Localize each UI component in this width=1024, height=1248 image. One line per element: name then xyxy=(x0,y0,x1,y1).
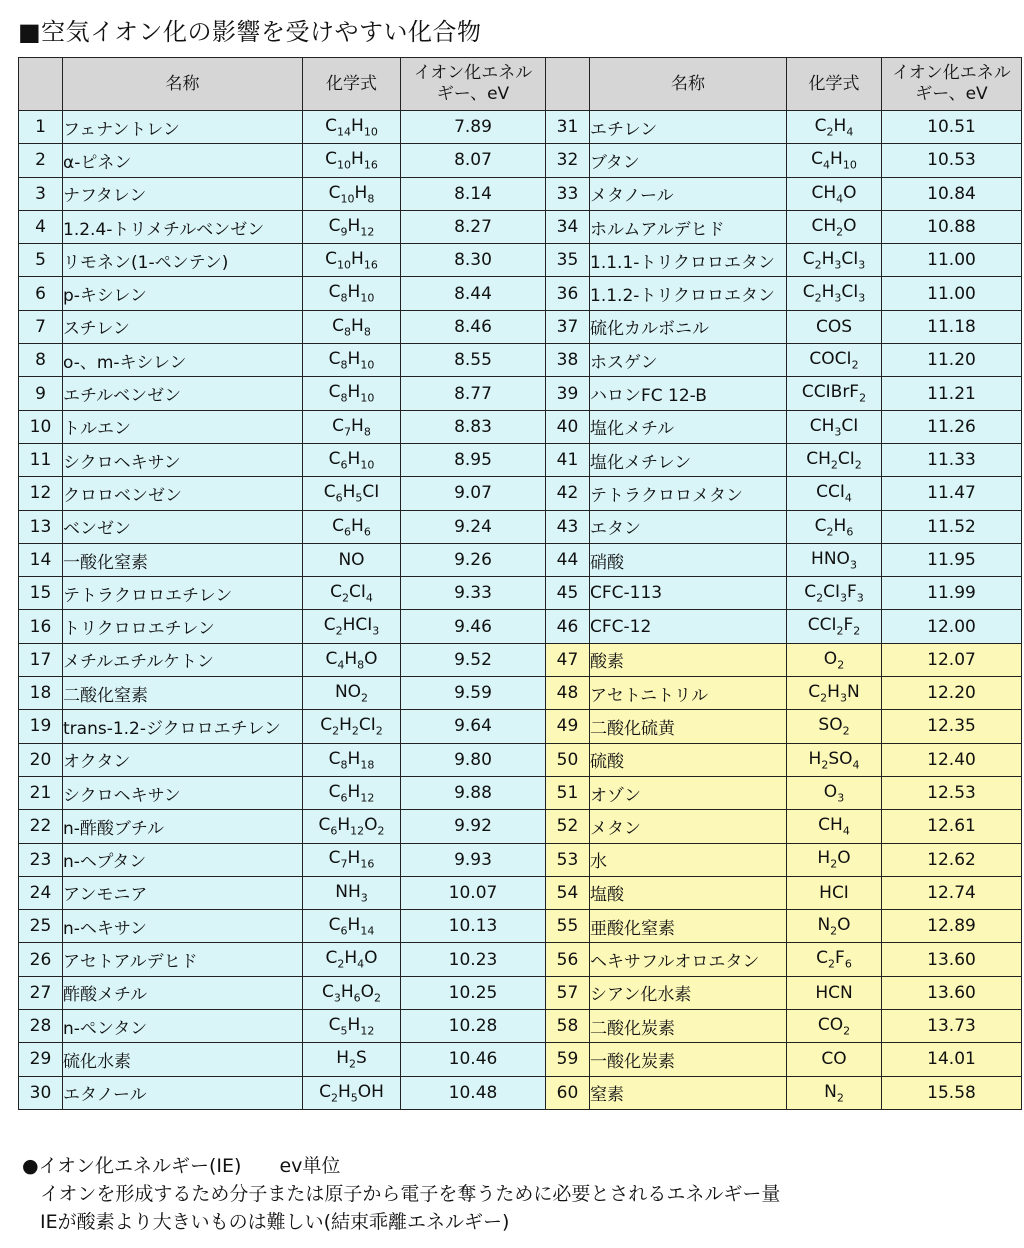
table-row xyxy=(19,510,1022,543)
compound-name: メタノール xyxy=(590,177,787,210)
row-number: 57 xyxy=(546,976,590,1009)
header-ev: イオン化エネル ギー、eV xyxy=(882,58,1022,111)
chemical-formula: $C_8H_{10}$ xyxy=(303,377,401,410)
row-number: 35 xyxy=(546,244,590,277)
compound-name: 酢酸メチル xyxy=(63,976,303,1009)
header-row xyxy=(19,58,1022,111)
table-row xyxy=(19,244,1022,277)
note-definition: イオンを形成するため分子または原子から電子を奪うために必要とされるエネルギー量 xyxy=(40,1183,781,1205)
row-number: 8 xyxy=(19,344,63,377)
compound-name: ブタン xyxy=(590,144,787,177)
ionization-energy: 12.35 xyxy=(882,710,1022,743)
chemical-formula: $NO_2$ xyxy=(303,677,401,710)
chemical-formula: $HNO_3$ xyxy=(787,543,882,576)
ionization-energy: 9.64 xyxy=(401,710,546,743)
chemical-formula: NO xyxy=(303,543,401,576)
compound-name: シクロヘキサン xyxy=(63,443,303,476)
row-number: 37 xyxy=(546,310,590,343)
ionization-energy: 15.58 xyxy=(882,1076,1022,1109)
row-number: 29 xyxy=(19,1043,63,1076)
table-row xyxy=(19,677,1022,710)
chemical-formula: $N_2$ xyxy=(787,1076,882,1109)
chemical-formula: $C_7H_{16}$ xyxy=(303,843,401,876)
ionization-energy: 9.52 xyxy=(401,643,546,676)
compound-name: 1.2.4-トリメチルベンゼン xyxy=(63,210,303,243)
chemical-formula: $C_2HCI_3$ xyxy=(303,610,401,643)
compound-name: 塩酸 xyxy=(590,876,787,909)
row-number: 23 xyxy=(19,843,63,876)
compound-name: trans-1.2-ジクロロエチレン xyxy=(63,710,303,743)
compound-name: メタン xyxy=(590,810,787,843)
compound-name: テトラクロロエチレン xyxy=(63,577,303,610)
ionization-energy: 10.84 xyxy=(882,177,1022,210)
chemical-formula: $C_6H_5CI$ xyxy=(303,477,401,510)
chemical-formula: $H_2S$ xyxy=(303,1043,401,1076)
ionization-energy: 12.53 xyxy=(882,776,1022,809)
compound-name: エチレン xyxy=(590,111,787,144)
row-number: 15 xyxy=(19,577,63,610)
chemical-formula: $C_2F_6$ xyxy=(787,943,882,976)
table-row xyxy=(19,177,1022,210)
ionization-energy: 12.74 xyxy=(882,876,1022,909)
row-number: 55 xyxy=(546,910,590,943)
compound-name: ホスゲン xyxy=(590,344,787,377)
compound-name: エタノール xyxy=(63,1076,303,1109)
chemical-formula: $C_9H_{12}$ xyxy=(303,210,401,243)
compound-name: ナフタレン xyxy=(63,177,303,210)
compound-name: n-ヘキサン xyxy=(63,910,303,943)
chemical-formula: $C_2H_3N$ xyxy=(787,677,882,710)
chemical-formula: $O_3$ xyxy=(787,776,882,809)
row-number: 19 xyxy=(19,710,63,743)
compound-name: ベンゼン xyxy=(63,510,303,543)
table-row xyxy=(19,377,1022,410)
chemical-formula: $CH_4O$ xyxy=(787,177,882,210)
row-number: 3 xyxy=(19,177,63,210)
header-name: 名称 xyxy=(63,58,303,111)
row-number: 54 xyxy=(546,876,590,909)
ionization-energy: 8.55 xyxy=(401,344,546,377)
row-number: 53 xyxy=(546,843,590,876)
chemical-formula: $H_2O$ xyxy=(787,843,882,876)
row-number: 60 xyxy=(546,1076,590,1109)
row-number: 41 xyxy=(546,443,590,476)
compound-name: 二酸化硫黄 xyxy=(590,710,787,743)
chemical-formula: $C_6H_{12}$ xyxy=(303,776,401,809)
notes xyxy=(22,1152,780,1236)
chemical-formula: $C_8H_{10}$ xyxy=(303,277,401,310)
ionization-energy: 13.73 xyxy=(882,1010,1022,1043)
ionization-energy: 10.53 xyxy=(882,144,1022,177)
chemical-formula: $CH_2O$ xyxy=(787,210,882,243)
ionization-energy: 11.18 xyxy=(882,310,1022,343)
header-formula: 化学式 xyxy=(303,58,401,111)
compound-name: 一酸化炭素 xyxy=(590,1043,787,1076)
chemical-formula: $COCI_2$ xyxy=(787,344,882,377)
row-number: 11 xyxy=(19,443,63,476)
compound-name: CFC-12 xyxy=(590,610,787,643)
chemical-formula: $C_3H_6O_2$ xyxy=(303,976,401,1009)
row-number: 58 xyxy=(546,1010,590,1043)
ionization-energy: 11.33 xyxy=(882,443,1022,476)
row-number: 38 xyxy=(546,344,590,377)
row-number: 34 xyxy=(546,210,590,243)
row-number: 4 xyxy=(19,210,63,243)
ionization-energy: 10.46 xyxy=(401,1043,546,1076)
ionization-energy: 11.99 xyxy=(882,577,1022,610)
row-number: 21 xyxy=(19,776,63,809)
chemical-formula: $C_2H_4$ xyxy=(787,111,882,144)
chemical-formula: $C_2H_4O$ xyxy=(303,943,401,976)
table-row xyxy=(19,610,1022,643)
ionization-energy: 9.80 xyxy=(401,743,546,776)
table-row xyxy=(19,277,1022,310)
table-row xyxy=(19,543,1022,576)
row-number: 6 xyxy=(19,277,63,310)
compound-name: スチレン xyxy=(63,310,303,343)
ionization-energy: 12.61 xyxy=(882,810,1022,843)
compound-name: エタン xyxy=(590,510,787,543)
ionization-energy: 10.88 xyxy=(882,210,1022,243)
chemical-formula: $C_4H_{10}$ xyxy=(787,144,882,177)
compound-name: ヘキサフルオロエタン xyxy=(590,943,787,976)
ionization-energy: 10.13 xyxy=(401,910,546,943)
table-row xyxy=(19,943,1022,976)
compound-name: 塩化メチル xyxy=(590,410,787,443)
row-number: 13 xyxy=(19,510,63,543)
ionization-energy: 11.52 xyxy=(882,510,1022,543)
ionization-energy: 8.14 xyxy=(401,177,546,210)
ionization-energy: 8.07 xyxy=(401,144,546,177)
ionization-energy: 12.40 xyxy=(882,743,1022,776)
compound-name: オゾン xyxy=(590,776,787,809)
ionization-energy: 11.00 xyxy=(882,244,1022,277)
chemical-formula: $C_{14}H_{10}$ xyxy=(303,111,401,144)
ionization-energy: 11.47 xyxy=(882,477,1022,510)
page-title: ■空気イオン化の影響を受けやすい化合物 xyxy=(18,18,482,46)
table-row xyxy=(19,144,1022,177)
chemical-formula: $NH_3$ xyxy=(303,876,401,909)
row-number: 39 xyxy=(546,377,590,410)
compound-name: 二酸化窒素 xyxy=(63,677,303,710)
table-row xyxy=(19,1010,1022,1043)
ionization-energy: 11.26 xyxy=(882,410,1022,443)
chemical-formula: $N_2O$ xyxy=(787,910,882,943)
ionization-energy: 13.60 xyxy=(882,976,1022,1009)
ionization-energy: 10.07 xyxy=(401,876,546,909)
chemical-formula: $C_6H_{14}$ xyxy=(303,910,401,943)
ionization-energy: 9.33 xyxy=(401,577,546,610)
ionization-energy: 12.07 xyxy=(882,643,1022,676)
note-title: ●イオン化エネルギー(IE) ev単位 xyxy=(22,1155,341,1177)
row-number: 56 xyxy=(546,943,590,976)
compound-name: テトラクロロメタン xyxy=(590,477,787,510)
compound-name: 硝酸 xyxy=(590,543,787,576)
row-number: 22 xyxy=(19,810,63,843)
ionization-energy: 11.00 xyxy=(882,277,1022,310)
chemical-formula: $O_2$ xyxy=(787,643,882,676)
ionization-energy: 8.83 xyxy=(401,410,546,443)
compound-name: 亜酸化窒素 xyxy=(590,910,787,943)
row-number: 49 xyxy=(546,710,590,743)
row-number: 27 xyxy=(19,976,63,1009)
chemical-formula: $C_7H_8$ xyxy=(303,410,401,443)
row-number: 28 xyxy=(19,1010,63,1043)
compound-name: アセトアルデヒド xyxy=(63,943,303,976)
compound-name: p-キシレン xyxy=(63,277,303,310)
chemical-formula: $SO_2$ xyxy=(787,710,882,743)
compound-name: フェナントレン xyxy=(63,111,303,144)
compound-name: メチルエチルケトン xyxy=(63,643,303,676)
ionization-energy: 9.59 xyxy=(401,677,546,710)
compound-name: 塩化メチレン xyxy=(590,443,787,476)
row-number: 46 xyxy=(546,610,590,643)
compound-name: エチルベンゼン xyxy=(63,377,303,410)
ionization-energy: 13.60 xyxy=(882,943,1022,976)
chemical-formula: HCN xyxy=(787,976,882,1009)
row-number: 25 xyxy=(19,910,63,943)
table-row xyxy=(19,910,1022,943)
compound-name: o-、m-キシレン xyxy=(63,344,303,377)
table-row xyxy=(19,210,1022,243)
compound-name: ホルムアルデヒド xyxy=(590,210,787,243)
ionization-energy: 8.77 xyxy=(401,377,546,410)
ionization-energy: 8.44 xyxy=(401,277,546,310)
chemical-formula: HCI xyxy=(787,876,882,909)
table-row xyxy=(19,443,1022,476)
ionization-energy: 9.07 xyxy=(401,477,546,510)
row-number: 7 xyxy=(19,310,63,343)
compound-name: 二酸化炭素 xyxy=(590,1010,787,1043)
table-row xyxy=(19,344,1022,377)
chemical-formula: $C_2H_3CI_3$ xyxy=(787,277,882,310)
chemical-formula: $C_{10}H_{16}$ xyxy=(303,244,401,277)
row-number: 10 xyxy=(19,410,63,443)
compound-name: リモネン(1-ペンテン) xyxy=(63,244,303,277)
ionization-energy: 11.95 xyxy=(882,543,1022,576)
chemical-formula: $C_2CI_4$ xyxy=(303,577,401,610)
chemical-formula: COS xyxy=(787,310,882,343)
row-number: 59 xyxy=(546,1043,590,1076)
ionization-energy: 10.28 xyxy=(401,1010,546,1043)
ionization-energy: 9.88 xyxy=(401,776,546,809)
table-row xyxy=(19,876,1022,909)
row-number: 48 xyxy=(546,677,590,710)
table-row xyxy=(19,111,1022,144)
chemical-formula: $C_2H_5OH$ xyxy=(303,1076,401,1109)
compound-name: CFC-113 xyxy=(590,577,787,610)
chemical-formula: $C_8H_8$ xyxy=(303,310,401,343)
row-number: 33 xyxy=(546,177,590,210)
chemical-formula: $C_8H_{10}$ xyxy=(303,344,401,377)
row-number: 32 xyxy=(546,144,590,177)
compound-name: 1.1.1-トリクロロエタン xyxy=(590,244,787,277)
compound-name: n-酢酸ブチル xyxy=(63,810,303,843)
table-row xyxy=(19,976,1022,1009)
ionization-energy: 12.89 xyxy=(882,910,1022,943)
table-row xyxy=(19,1076,1022,1109)
chemical-formula: CCIBrF$_2$ xyxy=(787,377,882,410)
row-number: 31 xyxy=(546,111,590,144)
chemical-formula: $C_6H_{12}O_2$ xyxy=(303,810,401,843)
ionization-energy: 12.20 xyxy=(882,677,1022,710)
compound-name: 硫化水素 xyxy=(63,1043,303,1076)
ionization-energy: 10.51 xyxy=(882,111,1022,144)
row-number: 43 xyxy=(546,510,590,543)
ionization-energy: 11.20 xyxy=(882,344,1022,377)
chemical-formula: $C_6H_6$ xyxy=(303,510,401,543)
ionization-energy: 9.93 xyxy=(401,843,546,876)
row-number: 47 xyxy=(546,643,590,676)
row-number: 44 xyxy=(546,543,590,576)
ionization-energy: 9.46 xyxy=(401,610,546,643)
compound-name: 水 xyxy=(590,843,787,876)
compound-name: トルエン xyxy=(63,410,303,443)
chemical-formula: $C_{10}H_{16}$ xyxy=(303,144,401,177)
ionization-energy: 9.92 xyxy=(401,810,546,843)
row-number: 30 xyxy=(19,1076,63,1109)
row-number: 14 xyxy=(19,543,63,576)
compound-name: n-ペンタン xyxy=(63,1010,303,1043)
row-number: 40 xyxy=(546,410,590,443)
chemical-formula: $H_2SO_4$ xyxy=(787,743,882,776)
header-num xyxy=(19,58,63,111)
compound-name: ハロンFC 12-B xyxy=(590,377,787,410)
table-row xyxy=(19,776,1022,809)
chemical-formula: $C_2H_3CI_3$ xyxy=(787,244,882,277)
row-number: 17 xyxy=(19,643,63,676)
compound-name: シクロヘキサン xyxy=(63,776,303,809)
ionization-energy-table xyxy=(18,57,1022,1110)
table-row xyxy=(19,643,1022,676)
compound-name: オクタン xyxy=(63,743,303,776)
ionization-energy: 7.89 xyxy=(401,111,546,144)
compound-name: 一酸化窒素 xyxy=(63,543,303,576)
chemical-formula: $C_8H_{18}$ xyxy=(303,743,401,776)
row-number: 52 xyxy=(546,810,590,843)
compound-name: 窒素 xyxy=(590,1076,787,1109)
compound-name: シアン化水素 xyxy=(590,976,787,1009)
chemical-formula: $C_4H_8O$ xyxy=(303,643,401,676)
row-number: 36 xyxy=(546,277,590,310)
header-formula: 化学式 xyxy=(787,58,882,111)
row-number: 9 xyxy=(19,377,63,410)
ionization-energy: 9.24 xyxy=(401,510,546,543)
chemical-formula: $C_2CI_3F_3$ xyxy=(787,577,882,610)
compound-name: α-ピネン xyxy=(63,144,303,177)
header-num xyxy=(546,58,590,111)
table-row xyxy=(19,410,1022,443)
chemical-formula: $CH_4$ xyxy=(787,810,882,843)
ionization-energy: 8.30 xyxy=(401,244,546,277)
row-number: 18 xyxy=(19,677,63,710)
ionization-energy: 10.25 xyxy=(401,976,546,1009)
compound-name: 硫酸 xyxy=(590,743,787,776)
table-row xyxy=(19,1043,1022,1076)
chemical-formula: $C_2H_2CI_2$ xyxy=(303,710,401,743)
ionization-energy: 10.48 xyxy=(401,1076,546,1109)
ionization-energy: 12.62 xyxy=(882,843,1022,876)
compound-name: トリクロロエチレン xyxy=(63,610,303,643)
compound-name: アンモニア xyxy=(63,876,303,909)
compound-name: 酸素 xyxy=(590,643,787,676)
row-number: 51 xyxy=(546,776,590,809)
chemical-formula: $CCI_4$ xyxy=(787,477,882,510)
row-number: 5 xyxy=(19,244,63,277)
compound-name: クロロベンゼン xyxy=(63,477,303,510)
chemical-formula: CO xyxy=(787,1043,882,1076)
compound-name: アセトニトリル xyxy=(590,677,787,710)
ionization-energy: 8.95 xyxy=(401,443,546,476)
note-difficulty: IEが酸素より大きいものは難しい(結束乖離エネルギー) xyxy=(40,1211,510,1233)
chemical-formula: $C_2H_6$ xyxy=(787,510,882,543)
ionization-energy: 8.27 xyxy=(401,210,546,243)
table-row xyxy=(19,477,1022,510)
chemical-formula: $CO_2$ xyxy=(787,1010,882,1043)
ionization-energy: 10.23 xyxy=(401,943,546,976)
row-number: 42 xyxy=(546,477,590,510)
table-row xyxy=(19,310,1022,343)
table-row xyxy=(19,743,1022,776)
table-row xyxy=(19,710,1022,743)
table-row xyxy=(19,843,1022,876)
ionization-energy: 11.21 xyxy=(882,377,1022,410)
ionization-energy: 14.01 xyxy=(882,1043,1022,1076)
row-number: 26 xyxy=(19,943,63,976)
row-number: 2 xyxy=(19,144,63,177)
table-row xyxy=(19,577,1022,610)
table-row xyxy=(19,810,1022,843)
compound-name: n-ヘプタン xyxy=(63,843,303,876)
row-number: 12 xyxy=(19,477,63,510)
ionization-energy: 8.46 xyxy=(401,310,546,343)
chemical-formula: $C_{10}H_8$ xyxy=(303,177,401,210)
row-number: 45 xyxy=(546,577,590,610)
header-ev: イオン化エネル ギー、eV xyxy=(401,58,546,111)
row-number: 20 xyxy=(19,743,63,776)
ionization-energy: 12.00 xyxy=(882,610,1022,643)
header-name: 名称 xyxy=(590,58,787,111)
compound-name: 硫化カルボニル xyxy=(590,310,787,343)
ionization-energy: 9.26 xyxy=(401,543,546,576)
compound-name: 1.1.2-トリクロロエタン xyxy=(590,277,787,310)
row-number: 1 xyxy=(19,111,63,144)
row-number: 50 xyxy=(546,743,590,776)
chemical-formula: $C_5H_{12}$ xyxy=(303,1010,401,1043)
row-number: 24 xyxy=(19,876,63,909)
chemical-formula: $CH_2CI_2$ xyxy=(787,443,882,476)
chemical-formula: $C_6H_{10}$ xyxy=(303,443,401,476)
chemical-formula: $CCI_2F_2$ xyxy=(787,610,882,643)
row-number: 16 xyxy=(19,610,63,643)
chemical-formula: $CH_3CI$ xyxy=(787,410,882,443)
